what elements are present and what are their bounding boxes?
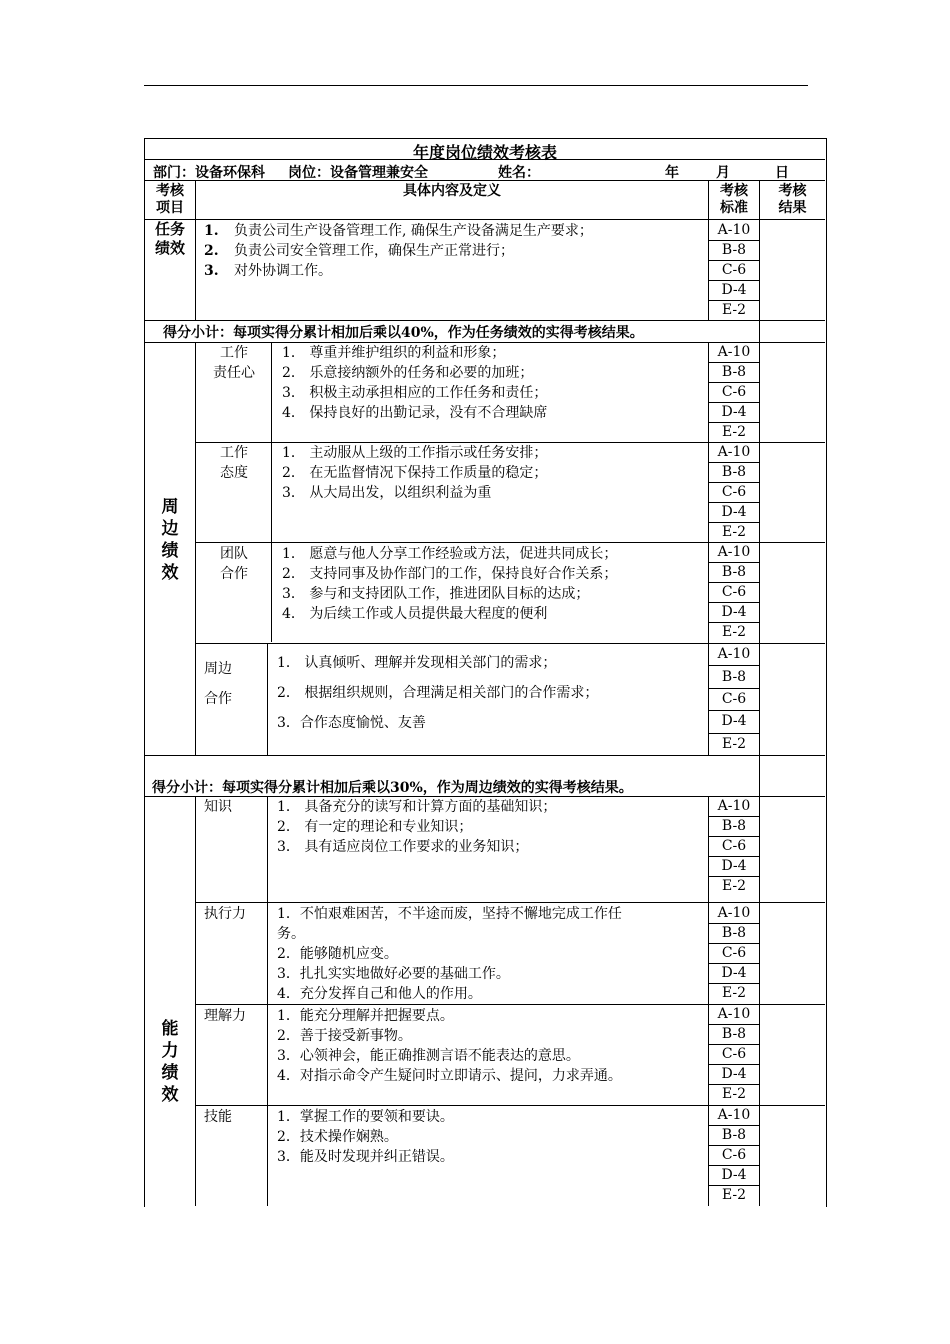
department-label: 部门：设备环保科 bbox=[153, 165, 265, 181]
list-item: 1．不怕艰难困苦，不半途而废，坚持不懈地完成工作任 bbox=[277, 906, 622, 922]
grade-cell: B-8 bbox=[721, 668, 747, 685]
list-item: 2． 支持同事及协作部门的工作，保持良好合作关系； bbox=[282, 566, 618, 582]
list-item: 2． 根据组织规则，合理满足相关部门的合作需求； bbox=[277, 685, 599, 701]
grade-cell: D-4 bbox=[721, 858, 747, 874]
grade-cell: B-8 bbox=[721, 818, 747, 834]
list-item: 1． 尊重并维护组织的利益和形象； bbox=[282, 345, 506, 361]
task-item: 3. 对外协调工作。 bbox=[204, 263, 332, 279]
group-comprehension: 理解力 bbox=[204, 1008, 246, 1024]
form-title: 年度岗位绩效考核表 bbox=[412, 143, 557, 162]
group-responsibility: 工作 责任心 bbox=[213, 345, 255, 381]
grade-cell: E-2 bbox=[721, 1086, 747, 1102]
list-item: 4．对指示命令产生疑问时立即请示、提问，力求弄通。 bbox=[277, 1068, 622, 1084]
month-label: 月 bbox=[716, 165, 730, 181]
grade-cell: B-8 bbox=[721, 925, 747, 941]
list-item: 2． 有一定的理论和专业知识； bbox=[277, 819, 473, 835]
position-label: 岗位：设备管理兼安全 bbox=[288, 165, 428, 181]
grade-cell: D-4 bbox=[721, 1167, 747, 1183]
list-item: 3．扎扎实实地做好必要的基础工作。 bbox=[277, 966, 510, 982]
grade-cell: E-2 bbox=[721, 878, 747, 894]
grade-cell: A-10 bbox=[717, 544, 751, 560]
grade-cell: A-10 bbox=[717, 905, 751, 921]
list-item: 务。 bbox=[277, 926, 305, 942]
grade-cell: B-8 bbox=[721, 242, 747, 258]
list-item: 2． 在无监督情况下保持工作质量的稳定； bbox=[282, 465, 548, 481]
grade-cell: E-2 bbox=[721, 985, 747, 1001]
grade-cell: B-8 bbox=[721, 564, 747, 580]
day-label: 日 bbox=[775, 165, 789, 181]
grade-cell: C-6 bbox=[721, 584, 747, 600]
grade-cell: C-6 bbox=[721, 1147, 747, 1163]
grade-cell: E-2 bbox=[721, 735, 747, 752]
list-item: 1． 主动服从上级的工作指示或任务安排； bbox=[282, 445, 548, 461]
list-item: 2． 乐意接纳额外的任务和必要的加班； bbox=[282, 365, 534, 381]
task-item: 1. 负责公司生产设备管理工作, 确保生产设备满足生产要求； bbox=[204, 223, 593, 239]
grade-cell: D-4 bbox=[721, 965, 747, 981]
grade-cell: D-4 bbox=[721, 404, 747, 420]
list-item: 2．能够随机应变。 bbox=[277, 946, 398, 962]
col-rule bbox=[267, 643, 268, 755]
row-rule bbox=[145, 320, 825, 321]
grade-cell: A-10 bbox=[717, 1107, 751, 1123]
peripheral-label: 周 边 绩 效 bbox=[161, 497, 179, 583]
grade-cell: D-4 bbox=[721, 713, 747, 730]
col-rule bbox=[195, 180, 196, 320]
grade-cell: C-6 bbox=[721, 838, 747, 854]
list-item: 3． 积极主动承担相应的工作任务和责任； bbox=[282, 385, 548, 401]
task-item: 2. 负责公司安全管理工作，确保生产正常进行； bbox=[204, 243, 514, 259]
task-subtotal: 得分小计：每项实得分累计相加后乘以40%，作为任务绩效的实得考核结果。 bbox=[163, 325, 644, 341]
grade-cell: B-8 bbox=[721, 1026, 747, 1042]
header-result: 考核 结果 bbox=[778, 183, 807, 216]
grade-cell: B-8 bbox=[721, 1127, 747, 1143]
list-item: 4．充分发挥自己和他人的作用。 bbox=[277, 986, 482, 1002]
col-rule bbox=[271, 342, 272, 642]
list-item: 3． 参与和支持团队工作，推进团队目标的达成； bbox=[282, 586, 590, 602]
grade-cell: B-8 bbox=[721, 364, 747, 380]
grade-cell: A-10 bbox=[717, 444, 751, 460]
group-cooperation: 周边 合作 bbox=[204, 661, 232, 707]
group-attitude: 工作 态度 bbox=[220, 445, 248, 481]
grade-cell: E-2 bbox=[721, 424, 747, 440]
peripheral-subtotal: 得分小计：每项实得分累计相加后乘以30%，作为周边绩效的实得考核结果。 bbox=[152, 780, 633, 796]
grade-cell: C-6 bbox=[721, 262, 747, 278]
group-teamwork: 团队 合作 bbox=[220, 546, 248, 582]
grade-cell: C-6 bbox=[721, 1046, 747, 1062]
list-item: 3． 从大局出发，以组织利益为重 bbox=[282, 485, 492, 501]
col-rule bbox=[267, 796, 268, 1206]
list-item: 3． 具有适应岗位工作要求的业务知识； bbox=[277, 839, 529, 855]
name-label: 姓名： bbox=[498, 165, 540, 181]
list-item: 1． 具备充分的读写和计算方面的基础知识； bbox=[277, 799, 557, 815]
list-item: 4． 保持良好的出勤记录，没有不合理缺席 bbox=[282, 405, 548, 421]
grade-cell: C-6 bbox=[721, 945, 747, 961]
list-item: 3．能及时发现并纠正错误。 bbox=[277, 1149, 454, 1165]
list-item: 1． 愿意与他人分享工作经验或方法，促进共同成长； bbox=[282, 546, 618, 562]
header-item: 考核 项目 bbox=[156, 183, 184, 216]
list-item: 2．善于接受新事物。 bbox=[277, 1028, 412, 1044]
grade-cell: C-6 bbox=[721, 484, 747, 500]
row-rule bbox=[145, 755, 825, 756]
col-rule bbox=[195, 796, 196, 1206]
grade-cell: B-8 bbox=[721, 464, 747, 480]
col-rule bbox=[195, 342, 196, 755]
grade-cell: A-10 bbox=[717, 222, 751, 238]
header-content: 具体内容及定义 bbox=[403, 183, 501, 199]
list-item: 3．心领神会，能正确推测言语不能表达的意思。 bbox=[277, 1048, 580, 1064]
task-label: 任务 绩效 bbox=[154, 220, 185, 257]
grade-cell: E-2 bbox=[721, 302, 747, 318]
grade-cell: E-2 bbox=[721, 524, 747, 540]
grade-cell: A-10 bbox=[717, 646, 751, 663]
list-item: 1．掌握工作的要领和要诀。 bbox=[277, 1109, 454, 1125]
header-standard: 考核 标准 bbox=[720, 183, 748, 216]
group-execution: 执行力 bbox=[204, 906, 246, 922]
grade-cell: D-4 bbox=[721, 504, 747, 520]
grade-cell: E-2 bbox=[721, 624, 747, 640]
ability-label: 能 力 绩 效 bbox=[161, 1019, 179, 1105]
col-rule bbox=[759, 180, 760, 1206]
grade-cell: D-4 bbox=[721, 1066, 747, 1082]
group-knowledge: 知识 bbox=[204, 799, 232, 815]
grade-cell: C-6 bbox=[721, 384, 747, 400]
grade-cell: D-4 bbox=[721, 282, 747, 298]
header-rule bbox=[144, 85, 808, 86]
list-item: 4． 为后续工作或人员提供最大程度的便利 bbox=[282, 606, 548, 622]
list-item: 2．技术操作娴熟。 bbox=[277, 1129, 398, 1145]
grade-cell: E-2 bbox=[721, 1187, 747, 1203]
grade-cell: A-10 bbox=[717, 1006, 751, 1022]
group-skill: 技能 bbox=[204, 1109, 232, 1125]
grade-cell: C-6 bbox=[721, 691, 747, 707]
year-label: 年 bbox=[665, 165, 679, 181]
grade-cell: A-10 bbox=[717, 798, 751, 814]
grade-cell: A-10 bbox=[717, 344, 751, 360]
grade-cell: D-4 bbox=[721, 604, 747, 620]
list-item: 1． 认真倾听、理解并发现相关部门的需求； bbox=[277, 655, 557, 671]
list-item: 3．合作态度愉悦、友善 bbox=[277, 715, 426, 731]
list-item: 1．能充分理解并把握要点。 bbox=[277, 1008, 454, 1024]
